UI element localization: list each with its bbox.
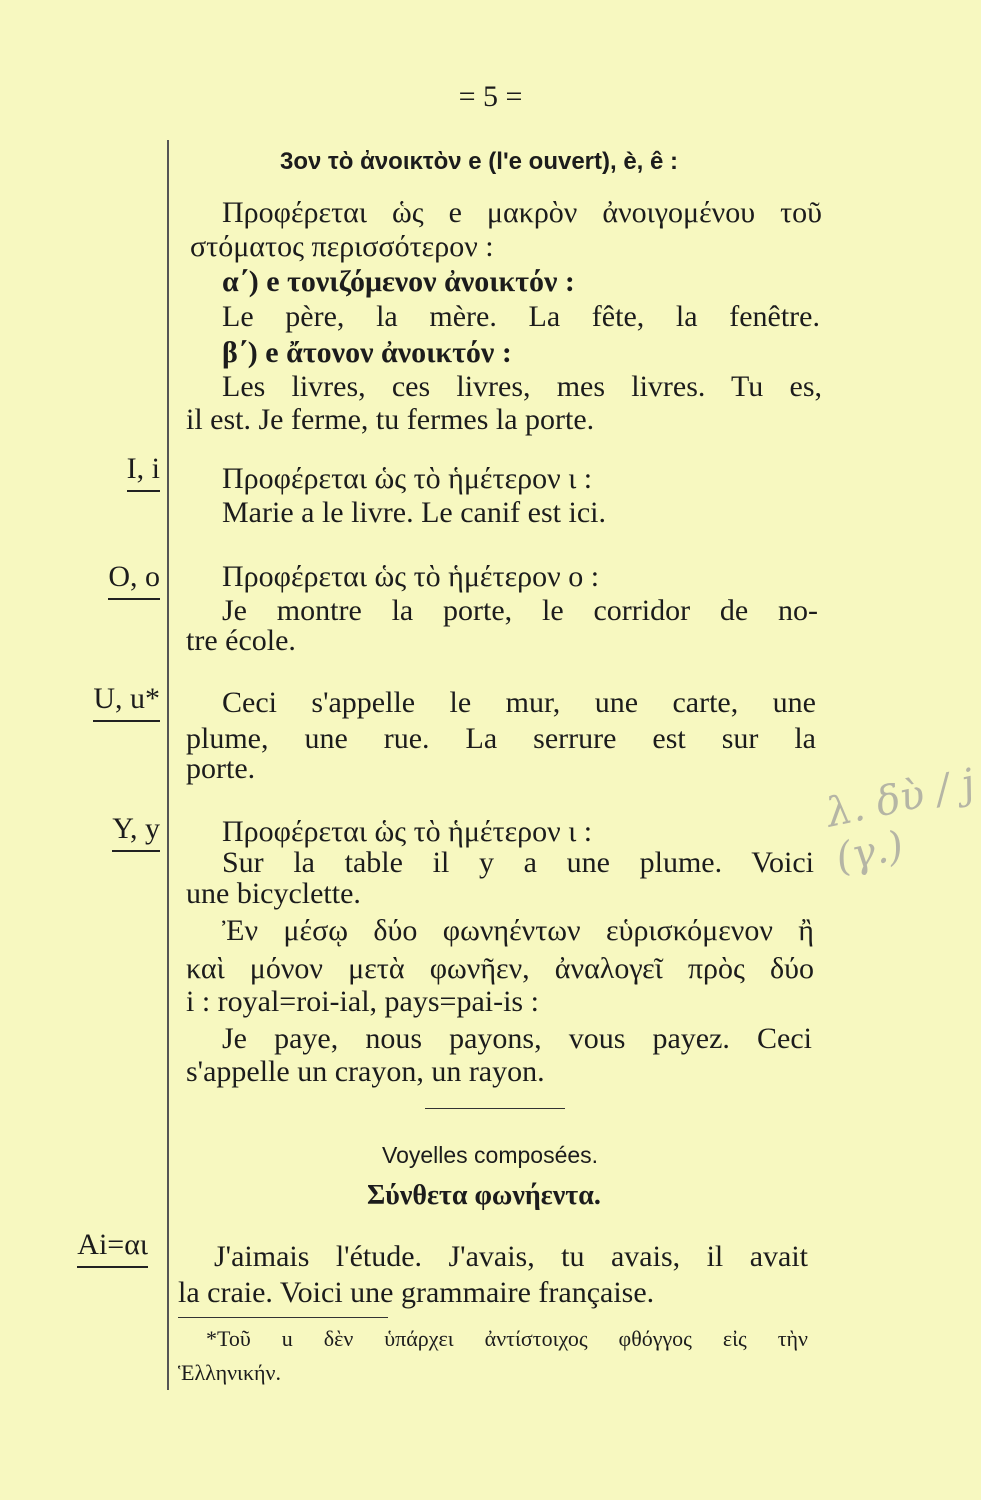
vowel-label-u: U, u* — [60, 682, 160, 722]
example-line: la craie. Voici une grammaire française. — [178, 1276, 655, 1309]
example-line: Marie a le livre. Le canif est ici. — [222, 496, 606, 529]
vowel-label-i: I, i — [60, 452, 160, 492]
footnote-line: *Τοῦ u δὲν ὑπάρχει ἀντίστοιχος φθόγγος εἰς τὴν — [206, 1326, 808, 1351]
text-line: Προφέρεται ὡς e μακρὸν ἀνοιγομένου τοῦ — [222, 196, 822, 229]
example-line: il est. Je ferme, tu fermes la porte. — [186, 403, 595, 436]
example-line: Les livres, ces livres, mes livres. Tu es, — [222, 370, 822, 403]
footnote-separator — [178, 1317, 388, 1318]
footnote-line: Ἑλληνικήν. — [178, 1360, 282, 1385]
example-line: Je montre la porte, le corridor de no- — [222, 594, 818, 627]
vowel-label-ai: Ai=αι — [40, 1228, 148, 1268]
text-line: Προφέρεται ὡς τὸ ἡμέτερον ι : — [222, 462, 593, 495]
text-line: καὶ μόνον μετὰ φωνῆεν, ἀναλογεῖ πρὸς δύο — [186, 952, 814, 985]
example-line: Le père, la mère. La fête, la fenêtre. — [222, 300, 820, 333]
subheading-a: α΄) e τονιζόμενον ἀνοικτόν : — [222, 265, 575, 298]
text-line: Ἐν μέσῳ δύο φωνηέντων εὑρισκόμενον ἢ — [222, 914, 814, 947]
text-line: Προφέρεται ὡς τὸ ἡμέτερον ι : — [222, 815, 593, 848]
vowel-label-o: O, o — [60, 560, 160, 600]
example-line: Je paye, nous payons, vous payez. Ceci — [222, 1022, 812, 1055]
example-line: s'appelle un crayon, un rayon. — [186, 1055, 545, 1088]
vowel-label-y: Y, y — [60, 812, 160, 852]
composed-vowels-title-gr: Σύνθετα φωνήεντα. — [367, 1180, 601, 1211]
section-heading-e-ouvert: 3ον τὸ ἀνοικτὸν e (l'e ouvert), è, ê : — [280, 148, 679, 175]
example-line: une bicyclette. — [186, 877, 361, 910]
text-line: στόματος περισσότερον : — [190, 230, 494, 263]
text-line: Προφέρεται ὡς τὸ ἡμέτερον ο : — [222, 560, 600, 593]
handwritten-margin-note: λ. δὺ / j (γ.) — [822, 760, 979, 882]
section-separator — [425, 1108, 565, 1109]
example-line: Sur la table il y a une plume. Voici — [222, 846, 814, 879]
subheading-b: β΄) e ἄτονον ἀνοικτόν : — [222, 336, 512, 369]
example-line: porte. — [186, 752, 256, 785]
composed-vowels-title-fr: Voyelles composées. — [382, 1142, 599, 1168]
page-number: = 5 = — [458, 80, 523, 113]
example-line: plume, une rue. La serrure est sur la — [186, 722, 816, 755]
example-line: Ceci s'appelle le mur, une carte, une — [222, 686, 816, 719]
example-line: J'aimais l'étude. J'avais, tu avais, il avait — [214, 1240, 808, 1273]
margin-rule — [167, 140, 169, 1390]
example-line: tre école. — [186, 624, 296, 657]
text-line: i : royal=roi-ial, pays=pai-is : — [186, 985, 539, 1018]
